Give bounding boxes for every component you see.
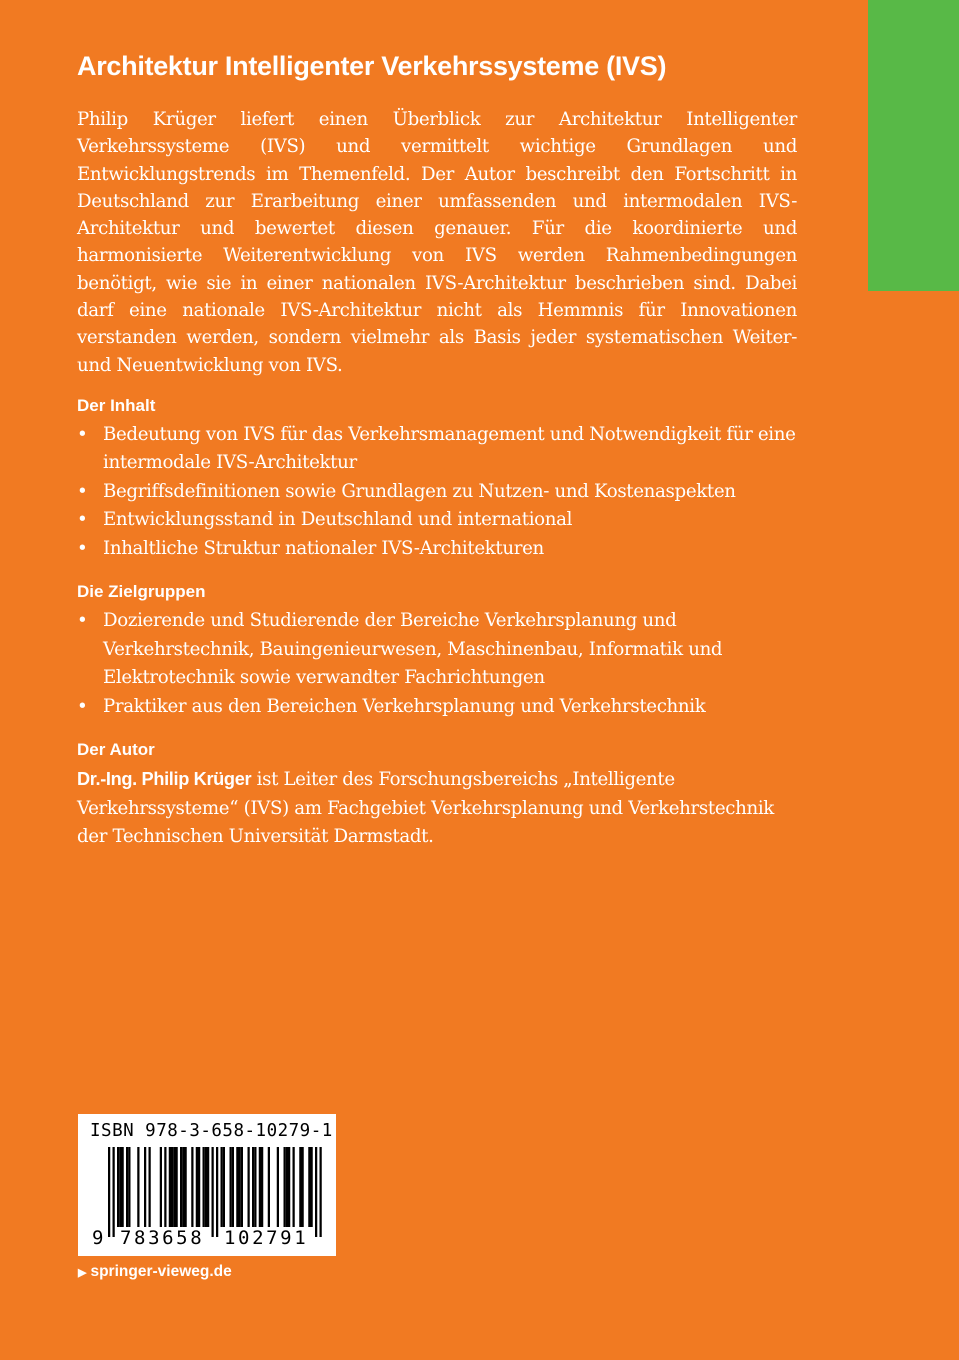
barcode-bar	[180, 1147, 182, 1227]
barcode-bar	[216, 1147, 218, 1237]
barcode-bar	[261, 1147, 263, 1227]
barcode-bar	[252, 1147, 254, 1227]
barcode-bar	[293, 1147, 295, 1227]
barcode-bar	[173, 1147, 175, 1227]
zielgruppen-list	[77, 607, 797, 721]
barcode-bar	[311, 1147, 313, 1227]
publisher-url: springer-vieweg.de	[90, 1263, 232, 1280]
list-item: • Praktiker aus den Bereichen Verkehrsplanung und Verkehrstechnik	[77, 693, 797, 722]
isbn-label: ISBN 978-3-658-10279-1	[90, 1121, 333, 1141]
barcode-bar	[299, 1147, 301, 1227]
barcode-bar	[254, 1147, 256, 1227]
barcode-bar	[232, 1147, 234, 1227]
barcode-bar	[144, 1147, 146, 1227]
barcode-bar	[113, 1147, 115, 1237]
isbn-barcode	[78, 1114, 336, 1256]
barcode-bar	[308, 1147, 310, 1227]
list-item: • Inhaltliche Struktur nationaler IVS-Architekturen	[77, 535, 797, 564]
barcode-bar	[268, 1147, 270, 1227]
barcode-bar	[137, 1147, 139, 1227]
barcode-bar	[212, 1147, 214, 1237]
barcode-bar	[315, 1147, 317, 1237]
intro-paragraph: Philip Krüger liefert einen Überblick zur Architektur Intelligenter Verkehrssysteme (IVS) und vermittelt wichtige Grundlagen und Entwicklungstrends im Themenfeld. Der Autor beschreibt den Fortschritt in Deutschland zur Erarbeitung einer umfassenden und intermodalen IVS-Architektur und bewertet diesen genauer. Für die koordinierte und harmonisierte Weiterentwicklung von IVS werden Rahmenbedingungen benötigt, wie sie in einer nationalen IVS-Architektur beschrieben sind. Dabei darf eine nationale IVS-Architektur nicht als Hemmnis für Innovationen verstanden werden, sondern vielmehr als Basis jeder systematischen Weiter- und Neuentwicklung von IVS.	[77, 109, 797, 376]
barcode-bar	[207, 1147, 209, 1227]
barcode-bar	[126, 1147, 128, 1227]
barcode-bar	[196, 1147, 198, 1227]
barcode-bar	[284, 1147, 286, 1227]
publisher-link[interactable]	[78, 1262, 232, 1283]
barcode-bar	[160, 1147, 162, 1227]
inhalt-list	[77, 421, 797, 564]
barcode-bar	[171, 1147, 173, 1227]
list-item: • Dozierende und Studierende der Bereiche Verkehrsplanung und Verkehrstechnik, Bauingenieurwesen, Maschinenbau, Informatik und Elektrotechnik sowie verwandter Fachrichtungen	[77, 607, 797, 693]
list-item: • Bedeutung von IVS für das Verkehrsmanagement und Notwendigkeit für eine intermodale IVS-Architektur	[77, 421, 797, 478]
green-accent-tab	[868, 0, 959, 291]
barcode-bar	[248, 1147, 250, 1227]
barcode-bar	[169, 1147, 171, 1227]
barcode-bar	[288, 1147, 290, 1227]
barcode-bar	[259, 1147, 261, 1227]
arrow-right-icon: ▶	[78, 1267, 87, 1279]
back-cover-content	[77, 48, 797, 852]
barcode-bar	[164, 1147, 166, 1227]
barcode-bar	[302, 1147, 304, 1227]
barcode-bar	[221, 1147, 223, 1227]
barcode-digit-lead: 9	[92, 1227, 104, 1249]
book-title: Architektur Intelligenter Verkehrssysteme (IVS)	[77, 51, 667, 81]
autor-heading: Der Autor	[77, 740, 155, 760]
zielgruppen-heading: Die Zielgruppen	[77, 582, 206, 602]
barcode-bar	[182, 1147, 184, 1227]
author-name: Dr.-Ing. Philip Krüger	[77, 769, 252, 790]
barcode-bar	[320, 1147, 322, 1237]
barcode-bar	[241, 1147, 243, 1227]
barcode-bar	[205, 1147, 207, 1227]
barcode-digits-left: 783658	[120, 1227, 205, 1249]
barcode-bar	[286, 1147, 288, 1227]
barcode-bar	[119, 1147, 121, 1227]
barcode-bar	[108, 1147, 110, 1237]
barcode-bar	[149, 1147, 151, 1227]
barcode-bar	[128, 1147, 130, 1227]
barcode-bar	[117, 1147, 119, 1227]
barcode-bar	[223, 1147, 225, 1227]
author-description: ist Leiter des Forschungsbereichs „Intelligente Verkehrssysteme“ (IVS) am Fachgebiet Verkehrsplanung und Verkehrstechnik der Technischen Universität Darmstadt.	[77, 769, 774, 848]
barcode-bar	[239, 1147, 241, 1227]
barcode-bar	[277, 1147, 279, 1227]
barcode-bar	[236, 1147, 238, 1227]
list-item: • Entwicklungsstand in Deutschland und international	[77, 506, 797, 535]
barcode-bar	[198, 1147, 200, 1227]
barcode-digits-right: 102791	[224, 1227, 309, 1249]
barcode-bar	[176, 1147, 178, 1227]
barcode-bar	[122, 1147, 124, 1227]
list-item: • Begriffsdefinitionen sowie Grundlagen zu Nutzen- und Kostenaspekten	[77, 478, 797, 507]
barcode-bar	[185, 1147, 187, 1227]
author-paragraph	[77, 765, 797, 852]
barcode-bar	[203, 1147, 205, 1227]
barcode-bar	[230, 1147, 232, 1227]
barcode-bar	[191, 1147, 193, 1227]
inhalt-heading: Der Inhalt	[77, 395, 156, 415]
